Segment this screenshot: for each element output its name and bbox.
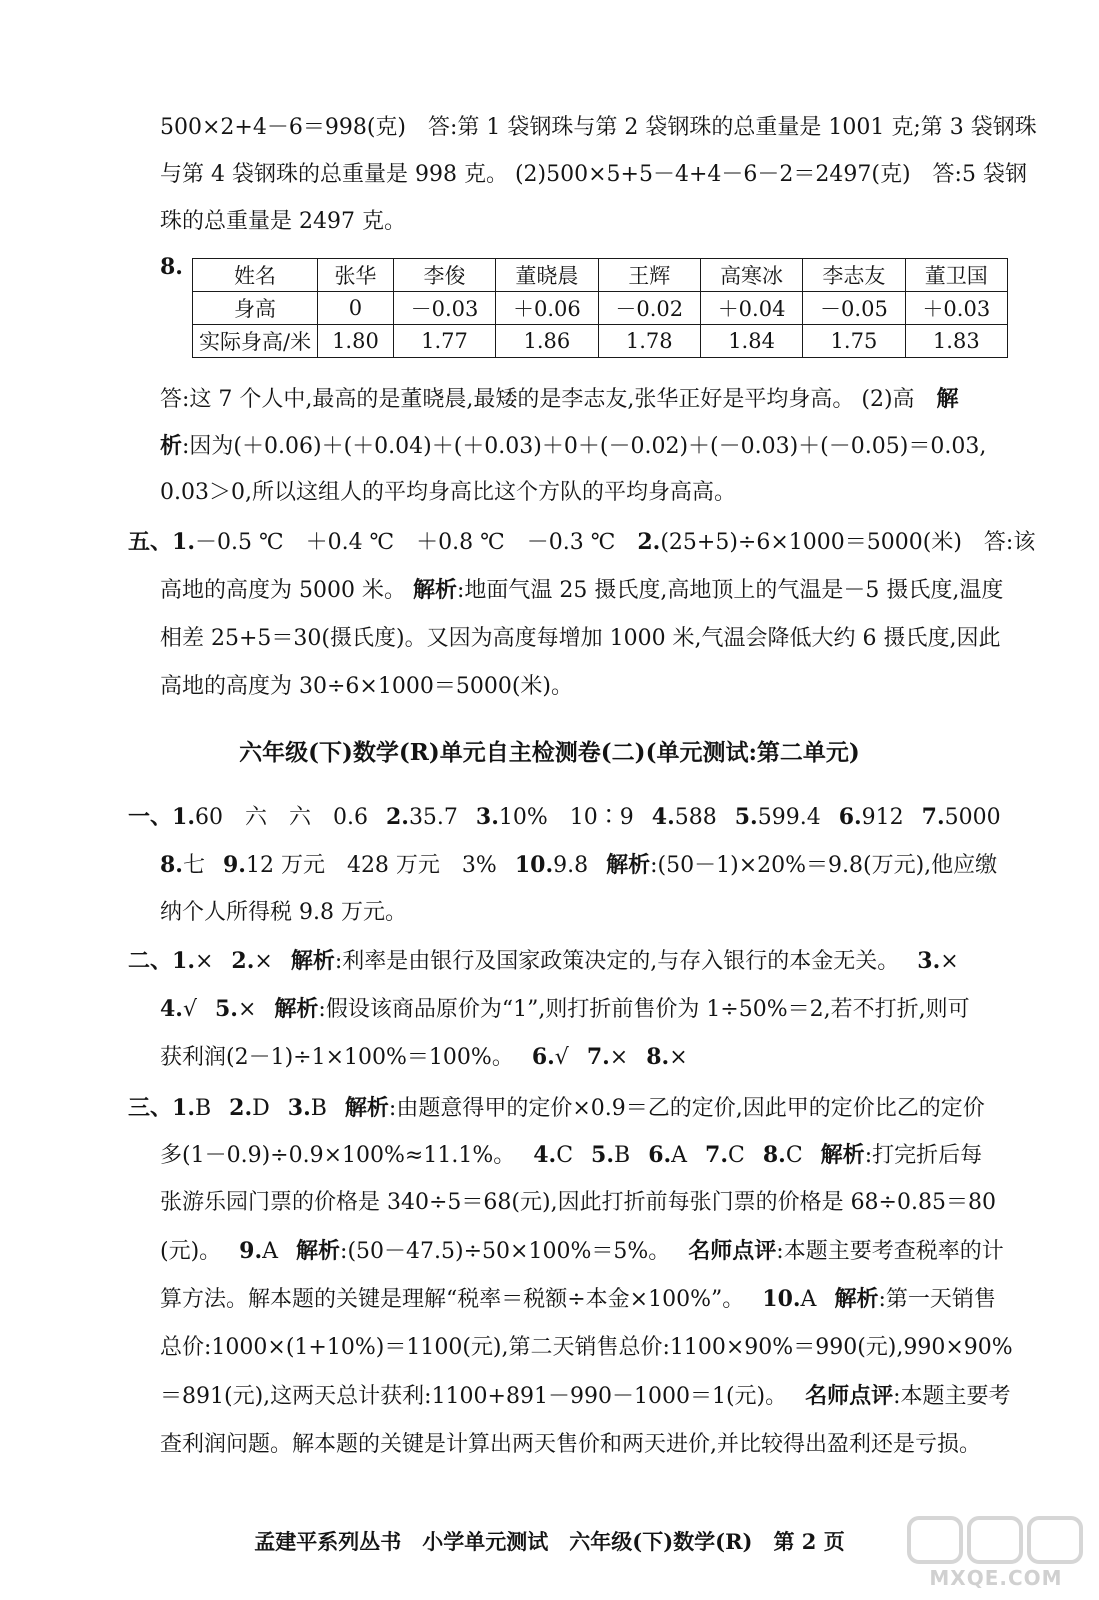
item-number: 8. bbox=[160, 852, 183, 878]
table-cell: ＋0.03 bbox=[905, 292, 1007, 325]
section3-line-8: 查利润问题。解本题的关键是计算出两天售价和两天进价,并比较得出盈利还是亏损。 bbox=[160, 1432, 981, 1457]
section3-line-5 bbox=[160, 1284, 996, 1314]
top-line-3: 珠的总重量是 2497 克。 bbox=[160, 209, 406, 234]
item-answer: A bbox=[671, 1143, 688, 1168]
item-answer: D bbox=[252, 1096, 270, 1121]
item-answer: 60 六 六 0.6 bbox=[194, 805, 368, 830]
item-number: 3. bbox=[917, 948, 941, 974]
table-cell: 王辉 bbox=[598, 259, 700, 292]
item-answer: × bbox=[237, 997, 257, 1022]
table-cell: 1.83 bbox=[905, 325, 1007, 358]
item-answer: 912 bbox=[861, 805, 904, 830]
item-number: 7. bbox=[921, 804, 945, 830]
item-answer: C bbox=[556, 1143, 574, 1168]
item-number: 1. bbox=[172, 529, 195, 555]
table-cell: 实际身高/米 bbox=[193, 325, 318, 358]
table-cell: ＋0.06 bbox=[496, 292, 598, 325]
item-number: 6. bbox=[838, 804, 862, 830]
item-number: 5. bbox=[215, 996, 238, 1022]
item-number: 2. bbox=[385, 804, 409, 830]
table-cell: 身高 bbox=[193, 292, 318, 325]
text: :由题意得甲的定价×0.9＝乙的定价,因此甲的定价比乙的定价 bbox=[388, 1096, 985, 1121]
text: :本题主要考查税率的计 bbox=[776, 1239, 1004, 1264]
item-answer: 9.8 bbox=[553, 853, 589, 878]
item-number: 1. bbox=[172, 804, 195, 830]
table-cell: 高寒冰 bbox=[700, 259, 802, 292]
item-number: 3. bbox=[475, 804, 499, 830]
table-cell: 1.78 bbox=[598, 325, 700, 358]
item-number: 1. bbox=[172, 1095, 195, 1121]
watermark-badge-icon bbox=[901, 1512, 1091, 1568]
table-cell: 1.77 bbox=[393, 325, 495, 358]
item-answer: 10% 10∶9 bbox=[498, 805, 634, 830]
teacher-comment-label: 名师点评 bbox=[805, 1383, 894, 1409]
top-line-2: 与第 4 袋钢珠的总重量是 998 克。 (2)500×5+5－4+4－6－2＝2497(克) 答:5 袋钢 bbox=[160, 162, 1027, 187]
analysis-label: 解析 bbox=[296, 1238, 341, 1264]
analysis-label: 解析 bbox=[344, 1095, 389, 1121]
text: 获利润(2－1)÷1×100%＝100%。 bbox=[160, 1045, 514, 1070]
item-number: 10. bbox=[762, 1286, 801, 1312]
section3-line-6: 总价:1000×(1+10%)＝1100(元),第二天销售总价:1100×90%＝990(元),990×90% bbox=[160, 1335, 1013, 1360]
item-number: 6. bbox=[531, 1044, 555, 1070]
item-answer: B bbox=[194, 1096, 212, 1121]
text: (元)。 bbox=[160, 1239, 222, 1264]
text: :打完折后每 bbox=[864, 1143, 983, 1168]
table-cell: 0 bbox=[318, 292, 394, 325]
section1-line-2 bbox=[160, 850, 997, 880]
item-number: 8. bbox=[762, 1142, 786, 1168]
text: :地面气温 25 摄氏度,高地顶上的气温是－5 摄氏度,温度 bbox=[456, 578, 1004, 603]
text: 答:这 7 个人中,最高的是董晓晨,最矮的是李志友,张华正好是平均身高。 (2)高 bbox=[160, 387, 937, 412]
section3-line-4 bbox=[160, 1236, 1004, 1266]
section2-line-1 bbox=[128, 946, 959, 976]
item-answer: B bbox=[614, 1143, 631, 1168]
text: :(50－47.5)÷50×100%＝5%。 bbox=[340, 1239, 671, 1264]
item-number: 4. bbox=[651, 804, 675, 830]
item-number: 4. bbox=[533, 1142, 557, 1168]
text: 算方法。解本题的关键是理解“税率＝税额÷本金×100%”。 bbox=[160, 1287, 745, 1312]
table-row bbox=[193, 325, 1008, 358]
item-number: 1. bbox=[172, 948, 195, 974]
analysis-label: 解析 bbox=[290, 948, 335, 974]
item-answer: 599.4 bbox=[757, 805, 821, 830]
section-label: 二、 bbox=[128, 948, 173, 974]
analysis-label: 解析 bbox=[274, 996, 319, 1022]
item-answer: C bbox=[728, 1143, 745, 1168]
text: :本题主要考 bbox=[893, 1384, 1011, 1409]
item-answer: × bbox=[609, 1045, 629, 1070]
section5-line-2 bbox=[160, 575, 1003, 605]
text: (25+5)÷6×1000＝5000(米) 答:该 bbox=[660, 530, 1036, 555]
section5-line-1 bbox=[128, 527, 1035, 557]
analysis-label: 解析 bbox=[834, 1286, 879, 1312]
item-number: 2. bbox=[231, 948, 255, 974]
text: 高地的高度为 5000 米。 bbox=[160, 578, 413, 603]
table-cell: ＋0.04 bbox=[700, 292, 802, 325]
item-number: 9. bbox=[239, 1238, 263, 1264]
table-cell: 李志友 bbox=[803, 259, 905, 292]
item-answer: × bbox=[669, 1045, 688, 1070]
section2-line-2 bbox=[160, 994, 970, 1024]
item-number: 7. bbox=[586, 1044, 610, 1070]
table-header-row bbox=[193, 259, 1008, 292]
analysis-label: 解析 bbox=[606, 852, 651, 878]
section1-line-1 bbox=[128, 802, 1001, 832]
item-number: 2. bbox=[637, 529, 661, 555]
section5-line-4: 高地的高度为 30÷6×1000＝5000(米)。 bbox=[160, 674, 573, 699]
table-cell: 1.80 bbox=[318, 325, 394, 358]
analysis-label: 解析 bbox=[820, 1142, 865, 1168]
item-number: 3. bbox=[287, 1095, 311, 1121]
section-label: 一、 bbox=[128, 804, 173, 830]
item-number: 2. bbox=[229, 1095, 253, 1121]
table-cell: －0.05 bbox=[803, 292, 905, 325]
item-number: 4. bbox=[160, 996, 183, 1022]
table-cell: －0.02 bbox=[598, 292, 700, 325]
item-answer: × bbox=[940, 949, 959, 974]
top-line-1: 500×2+4－6＝998(克) 答:第 1 袋钢珠与第 2 袋钢珠的总重量是 1001 克;第 3 袋钢珠 bbox=[160, 115, 1037, 140]
item-answer: 12 万元 428 万元 3% bbox=[245, 853, 497, 878]
item-number: 5. bbox=[734, 804, 758, 830]
q8-answer-line-1 bbox=[160, 384, 959, 414]
table-cell: 1.86 bbox=[496, 325, 598, 358]
table-cell: 董晓晨 bbox=[496, 259, 598, 292]
text: :因为(＋0.06)＋(＋0.04)＋(＋0.03)＋0＋(－0.02)＋(－0.03)＋(－0.05)＝0.03, bbox=[182, 434, 987, 459]
item-answer: A bbox=[262, 1239, 279, 1264]
text: 多(1－0.9)÷0.9×100%≈11.1%。 bbox=[160, 1143, 516, 1168]
analysis-label: 析 bbox=[160, 433, 183, 459]
item-number: 5. bbox=[591, 1142, 615, 1168]
item-answer: B bbox=[310, 1096, 327, 1121]
table-cell: 董卫国 bbox=[905, 259, 1007, 292]
table-cell: －0.03 bbox=[393, 292, 495, 325]
item-answer: 七 bbox=[182, 853, 205, 878]
item-answer: 588 bbox=[674, 805, 717, 830]
section3-line-2 bbox=[160, 1140, 982, 1170]
item-answer: 35.7 bbox=[408, 805, 458, 830]
item-answer: 5000 bbox=[944, 805, 1001, 830]
q8-answer-line-3: 0.03＞0,所以这组人的平均身高比这个方队的平均身高高。 bbox=[160, 480, 736, 505]
section-label: 三、 bbox=[128, 1095, 173, 1121]
section1-line-3: 纳个人所得税 9.8 万元。 bbox=[160, 900, 407, 925]
section3-line-1 bbox=[128, 1093, 985, 1123]
table-cell: 姓名 bbox=[193, 259, 318, 292]
item-number: 9. bbox=[222, 852, 246, 878]
item-number: 6. bbox=[648, 1142, 672, 1168]
q8-answer-line-2 bbox=[160, 431, 986, 461]
table-cell: 1.84 bbox=[700, 325, 802, 358]
text: －0.5 ℃ ＋0.4 ℃ ＋0.8 ℃ －0.3 ℃ bbox=[194, 530, 638, 555]
item-answer: A bbox=[800, 1287, 817, 1312]
table-row bbox=[193, 292, 1008, 325]
text: :第一天销售 bbox=[878, 1287, 996, 1312]
section5-line-3: 相差 25+5＝30(摄氏度)。又因为高度每增加 1000 米,气温会降低大约 6 摄氏度,因此 bbox=[160, 626, 1001, 651]
text: :利率是由银行及国家政策决定的,与存入银行的本金无关。 bbox=[334, 949, 900, 974]
teacher-comment-label: 名师点评 bbox=[688, 1238, 777, 1264]
item-answer: √ bbox=[182, 997, 197, 1022]
watermark-logo bbox=[901, 1512, 1091, 1592]
item-answer: √ bbox=[554, 1045, 569, 1070]
item-answer: × bbox=[194, 949, 214, 974]
item-number: 7. bbox=[705, 1142, 729, 1168]
watermark-text: MXQE.COM bbox=[929, 1566, 1063, 1590]
analysis-label: 解 bbox=[936, 386, 959, 412]
question-8-number: 8. bbox=[160, 254, 183, 280]
table-cell: 1.75 bbox=[803, 325, 905, 358]
item-number: 8. bbox=[646, 1044, 670, 1070]
text: :(50－1)×20%＝9.8(万元),他应缴 bbox=[650, 853, 998, 878]
text: :假设该商品原价为“1”,则打折前售价为 1÷50%＝2,若不打折,则可 bbox=[318, 997, 970, 1022]
item-answer: × bbox=[254, 949, 273, 974]
text: ＝891(元),这两天总计获利:1100+891－990－1000＝1(元)。 bbox=[160, 1384, 788, 1409]
table-cell: 李俊 bbox=[393, 259, 495, 292]
test-heading: 六年级(下)数学(R)单元自主检测卷(二)(单元测试:第二单元) bbox=[239, 739, 860, 766]
height-table bbox=[192, 258, 1008, 358]
item-answer: C bbox=[785, 1143, 803, 1168]
section-label: 五、 bbox=[128, 529, 173, 555]
item-number: 10. bbox=[514, 852, 554, 878]
section2-line-3 bbox=[160, 1042, 688, 1072]
table-cell: 张华 bbox=[318, 259, 394, 292]
page-footer: 孟建平系列丛书 小学单元测试 六年级(下)数学(R) 第 2 页 bbox=[254, 1529, 845, 1554]
analysis-label: 解析 bbox=[412, 577, 457, 603]
section3-line-7 bbox=[160, 1381, 1011, 1411]
section3-line-3: 张游乐园门票的价格是 340÷5＝68(元),因此打折前每张门票的价格是 68÷0.85＝80 bbox=[160, 1190, 996, 1215]
